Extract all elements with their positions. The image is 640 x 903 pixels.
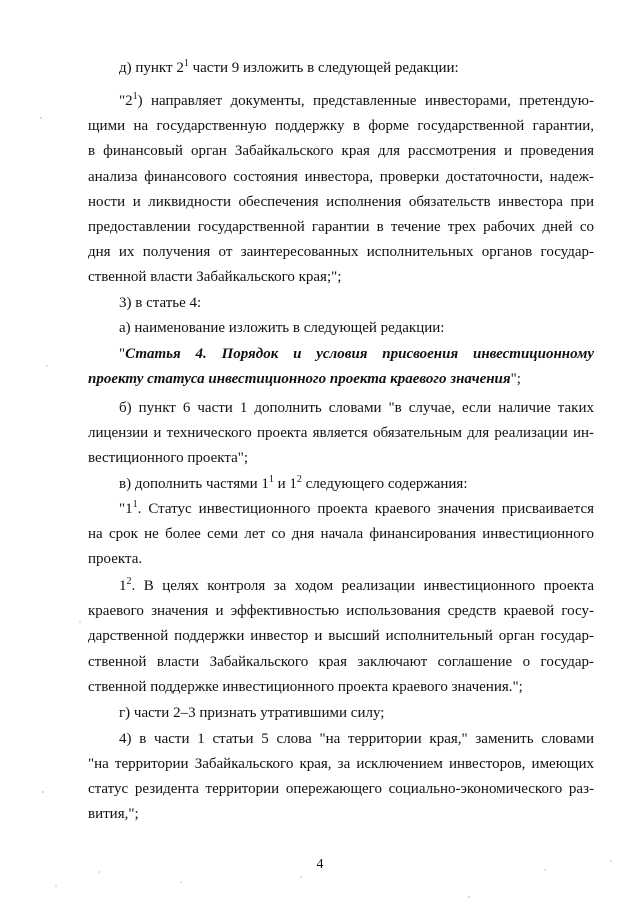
paragraph-line: "$2^1$) направляет документы, представленные инвесторами, претендую- <box>119 91 594 109</box>
paragraph-line: 3) в статье 4: <box>119 295 202 311</box>
paragraph-line: ственной поддержке инвестиционного проекта краевого значения."; <box>88 679 523 695</box>
paragraph-line: вестиционного проекта"; <box>88 450 249 466</box>
paragraph-line: щими на государственную поддержку в форме государственной гарантии, <box>88 118 594 134</box>
paragraph-line: статус резидента территории опережающего социально-экономического раз- <box>88 781 594 797</box>
paragraph-line: краевого значения и эффективностью использования средств краевой госу- <box>88 603 594 619</box>
paragraph-line: дарственной поддержки инвестор и высший исполнительный орган государ- <box>88 628 594 644</box>
paragraph-line: дня их получения от заинтересованных исполнительных органов государ- <box>88 244 594 260</box>
paragraph-line: ственной власти Забайкальского края;"; <box>88 269 342 285</box>
paragraph-line: 4) в части 1 статьи 5 слова "на территории края," заменить словами <box>119 731 594 747</box>
paragraph-line: "на территории Забайкальского края, за исключением инвесторов, имеющих <box>88 756 594 772</box>
paragraph-line: анализа финансового состояния инвестора, проверки достаточности, надеж- <box>88 169 594 185</box>
paragraph-line: предоставлении государственной гарантии в течение трех рабочих дней со <box>88 219 594 235</box>
paragraph-line: ности и ликвидности обеспечения исполнения обязательств инвестора при <box>88 194 594 210</box>
paragraph-line: лицензии и технического проекта является обязательным для реализации ин- <box>88 425 594 441</box>
paragraph-line: а) наименование изложить в следующей редакции: <box>119 320 445 336</box>
article-title-line: "Статья 4. Порядок и условия присвоения инвестиционному <box>119 346 594 362</box>
paragraph-line: д) пункт $2^1$ части 9 изложить в следующей редакции: <box>119 58 459 76</box>
paragraph-line: г) части 2–3 признать утратившими силу; <box>119 705 385 721</box>
paragraph-line: в финансовый орган Забайкальского края для рассмотрения и проведения <box>88 143 594 159</box>
paragraph-line: ственной власти Забайкальского края заключают соглашение о государ- <box>88 654 594 670</box>
page-number: 4 <box>316 857 324 872</box>
paragraph-line: "$1^1$. Статус инвестиционного проекта краевого значения присваивается <box>119 499 594 517</box>
paragraph-line: $1^2$. В целях контроля за ходом реализации инвестиционного проекта <box>119 576 594 594</box>
paragraph-line: б) пункт 6 части 1 дополнить словами "в случае, если наличие таких <box>119 400 594 416</box>
article-title-line: проекту статуса инвестиционного проекта краевого значения"; <box>88 371 521 387</box>
paragraph-line: проекта. <box>88 551 143 567</box>
paragraph-line: вития,"; <box>88 806 139 822</box>
paragraph-line: в) дополнить частями $1^1$ и $1^2$ следующего содержания: <box>119 474 468 492</box>
paragraph-line: на срок не более семи лет со дня начала финансирования инвестиционного <box>88 526 594 542</box>
